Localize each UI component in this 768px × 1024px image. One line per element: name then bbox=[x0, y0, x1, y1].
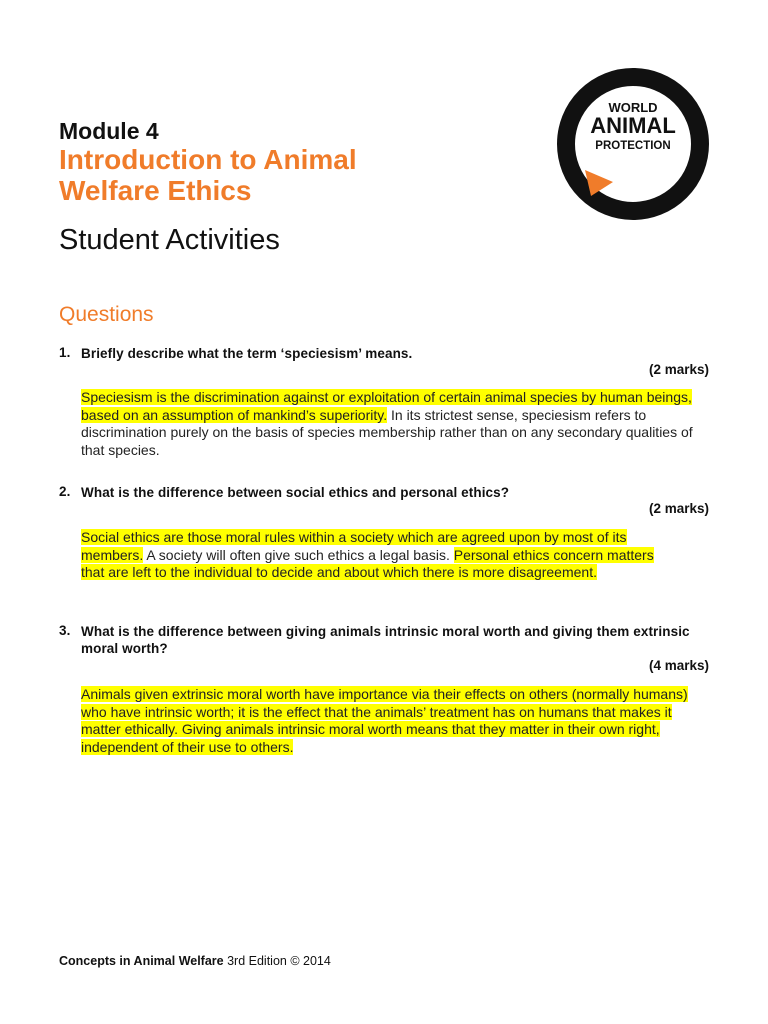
answer-1 bbox=[81, 389, 711, 459]
answer-highlight: Personal ethics concern matters that are left to the individual to decide and about which there is more disagreement. bbox=[81, 546, 654, 581]
question-number: 3. bbox=[59, 623, 71, 638]
logo-line1: WORLD bbox=[608, 100, 658, 115]
world-animal-protection-logo bbox=[555, 66, 711, 222]
footer bbox=[59, 954, 331, 968]
answer-text: In its strictest sense, speciesism refers to discrimination purely on the basis of species membership rather than on any secondary qualities of that species. bbox=[81, 406, 693, 458]
answer-highlight: Animals given extrinsic moral worth have importance via their effects on others (normally humans) who have intrinsic worth; it is the effect that the animals’ treatment has on humans that makes it matter ethically. Giving animals intrinsic moral worth means that they matter in their own right, independent of their use to others. bbox=[81, 686, 688, 755]
question-text: What is the difference between social ethics and personal ethics? bbox=[81, 485, 510, 500]
question-3-marks: (4 marks) bbox=[648, 658, 709, 673]
question-text: Briefly describe what the term ‘speciesism’ means. bbox=[81, 346, 413, 361]
page-subtitle: Student Activities bbox=[59, 224, 280, 256]
title-line2: Welfare Ethics bbox=[59, 175, 252, 206]
title-line1: Introduction to Animal bbox=[59, 144, 357, 175]
question-text: What is the difference between giving animals intrinsic moral worth and giving them extrinsic moral worth? bbox=[81, 624, 690, 656]
question-number: 2. bbox=[59, 484, 71, 499]
logo-line2: ANIMAL bbox=[590, 113, 676, 138]
question-3 bbox=[59, 623, 709, 657]
questions-heading: Questions bbox=[59, 303, 154, 326]
answer-highlight: Speciesism is the discrimination against or exploitation of certain animal species by human beings, based on an assumption of mankind’s superiority. bbox=[81, 389, 692, 423]
answer-3 bbox=[81, 686, 711, 756]
question-number: 1. bbox=[59, 345, 71, 360]
module-label: Module 4 bbox=[59, 118, 159, 144]
question-1 bbox=[59, 345, 709, 362]
footer-edition: 3rd Edition © 2014 bbox=[223, 954, 331, 968]
page-title bbox=[59, 144, 499, 206]
answer-highlight: Social ethics are those moral rules within a society which are agreed upon by most of its members. bbox=[81, 529, 627, 563]
answer-2 bbox=[81, 529, 676, 582]
question-1-marks: (2 marks) bbox=[648, 362, 709, 377]
logo-ring-icon bbox=[555, 66, 711, 222]
logo-line3: PROTECTION bbox=[595, 140, 671, 152]
footer-title: Concepts in Animal Welfare bbox=[59, 954, 224, 968]
question-2 bbox=[59, 484, 709, 501]
answer-text: A society will often give such ethics a legal basis. bbox=[143, 546, 454, 563]
question-2-marks: (2 marks) bbox=[648, 501, 709, 516]
